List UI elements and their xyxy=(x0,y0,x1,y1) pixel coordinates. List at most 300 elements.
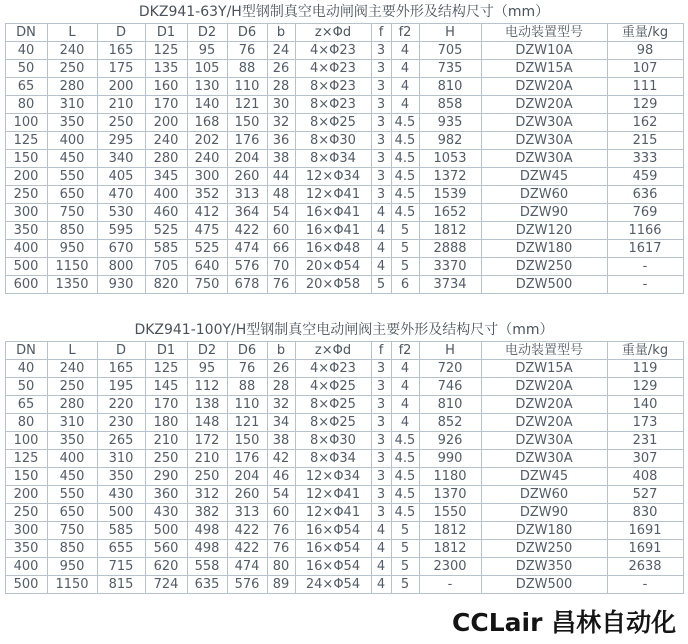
table-cell: 3 xyxy=(371,486,391,504)
table-cell: DZW10A xyxy=(481,42,607,60)
table-cell: 1372 xyxy=(419,168,481,186)
table-cell: 6 xyxy=(391,276,419,294)
table-cell: 105 xyxy=(187,60,227,78)
table-cell: 852 xyxy=(419,414,481,432)
table-cell: 430 xyxy=(97,486,145,504)
table-cell: 810 xyxy=(419,396,481,414)
table-cell: 3 xyxy=(371,96,391,114)
table-cell: 98 xyxy=(607,42,683,60)
table-cell: 107 xyxy=(607,60,683,78)
table-cell: 982 xyxy=(419,132,481,150)
table-cell: 16×Φ41 xyxy=(295,204,371,222)
table-cell: 295 xyxy=(97,132,145,150)
table-cell: 80 xyxy=(267,558,295,576)
table-cell: 12×Φ41 xyxy=(295,486,371,504)
table-cell: 350 xyxy=(5,540,47,558)
table-cell: 121 xyxy=(227,96,267,114)
table-cell: 260 xyxy=(227,168,267,186)
table-cell: 76 xyxy=(267,540,295,558)
table-cell: 635 xyxy=(187,576,227,594)
table-cell: 4×Φ23 xyxy=(295,42,371,60)
table-cell: DZW20A xyxy=(481,414,607,432)
table-cell: 125 xyxy=(145,42,187,60)
table-cell: 170 xyxy=(145,396,187,414)
table-cell: 310 xyxy=(47,96,97,114)
table-cell: 474 xyxy=(227,240,267,258)
table-cell: - xyxy=(607,276,683,294)
table-body xyxy=(5,360,683,594)
table-cell: 412 xyxy=(187,204,227,222)
table-cell: 1812 xyxy=(419,540,481,558)
table-cell: 148 xyxy=(187,414,227,432)
table-cell: 280 xyxy=(145,150,187,168)
table-row xyxy=(5,132,683,150)
table-cell: 280 xyxy=(47,396,97,414)
table-cell: 600 xyxy=(5,276,47,294)
table-cell: 170 xyxy=(145,96,187,114)
table-cell: 300 xyxy=(187,168,227,186)
table-cell: 42 xyxy=(267,450,295,468)
watermark: CCLair 昌林自动化 xyxy=(452,608,677,637)
table-cell: 28 xyxy=(267,78,295,96)
table-cell: 129 xyxy=(607,378,683,396)
table-cell: 655 xyxy=(97,540,145,558)
table-cell: DZW500 xyxy=(481,576,607,594)
table-cell: 250 xyxy=(97,114,145,132)
table-cell: DZW500 xyxy=(481,276,607,294)
table-cell: 800 xyxy=(97,258,145,276)
column-header: L xyxy=(47,24,97,42)
table-cell: 250 xyxy=(5,186,47,204)
table-cell: 3 xyxy=(371,378,391,396)
table-cell: 640 xyxy=(187,258,227,276)
table-cell: 265 xyxy=(97,432,145,450)
table-cell: 204 xyxy=(227,150,267,168)
table-cell: 810 xyxy=(419,78,481,96)
table-cell: 4 xyxy=(371,522,391,540)
table-cell: DZW60 xyxy=(481,486,607,504)
table-cell: DZW250 xyxy=(481,258,607,276)
table-cell: 360 xyxy=(145,486,187,504)
table-cell: 474 xyxy=(227,558,267,576)
table-header-row xyxy=(5,24,683,42)
table-cell: 76 xyxy=(227,42,267,60)
table-row xyxy=(5,396,683,414)
table-cell: 3 xyxy=(371,504,391,522)
table-cell: 20×Φ58 xyxy=(295,276,371,294)
table-cell: 4.5 xyxy=(391,504,419,522)
table-cell: DZW30A xyxy=(481,450,607,468)
table-cell: 8×Φ34 xyxy=(295,150,371,168)
table-cell: 100 xyxy=(5,114,47,132)
table-cell: DZW180 xyxy=(481,522,607,540)
table-cell: 12×Φ34 xyxy=(295,168,371,186)
table-row xyxy=(5,468,683,486)
table-cell: 3 xyxy=(371,150,391,168)
table-cell: 111 xyxy=(607,78,683,96)
table-cell: 200 xyxy=(97,78,145,96)
table-cell: 119 xyxy=(607,360,683,378)
table-cell: 210 xyxy=(187,450,227,468)
table-cell: DZW30A xyxy=(481,132,607,150)
table-cell: 350 xyxy=(97,468,145,486)
table-cell: 195 xyxy=(97,378,145,396)
table-cell: 333 xyxy=(607,150,683,168)
table-cell: 350 xyxy=(47,114,97,132)
table-cell: 4.5 xyxy=(391,186,419,204)
table-cell: 200 xyxy=(5,168,47,186)
table-row xyxy=(5,540,683,558)
table-cell: DZW45 xyxy=(481,468,607,486)
table-cell: 475 xyxy=(187,222,227,240)
table-row xyxy=(5,504,683,522)
table-cell: 250 xyxy=(5,504,47,522)
table-cell: 450 xyxy=(47,468,97,486)
table-cell: 138 xyxy=(187,396,227,414)
column-header: f xyxy=(371,24,391,42)
table-cell: 735 xyxy=(419,60,481,78)
table-cell: 24 xyxy=(267,42,295,60)
table-cell: 769 xyxy=(607,204,683,222)
column-header: 电动装置型号 xyxy=(481,24,607,42)
table-cell: 89 xyxy=(267,576,295,594)
table-cell: 16×Φ54 xyxy=(295,558,371,576)
table-cell: 250 xyxy=(47,60,97,78)
table-cell: 8×Φ34 xyxy=(295,450,371,468)
table-cell: 5 xyxy=(371,276,391,294)
table-cell: 1550 xyxy=(419,504,481,522)
table-cell: 382 xyxy=(187,504,227,522)
table-cell: 32 xyxy=(267,396,295,414)
table-cell: 2638 xyxy=(607,558,683,576)
table-cell: 525 xyxy=(187,240,227,258)
table-cell: 5 xyxy=(391,522,419,540)
column-header: 重量/kg xyxy=(607,24,683,42)
table-cell: 470 xyxy=(97,186,145,204)
table-cell: 4 xyxy=(371,204,391,222)
table-cell: 450 xyxy=(47,150,97,168)
table-cell: 1166 xyxy=(607,222,683,240)
table-cell: 34 xyxy=(267,414,295,432)
table-cell: 560 xyxy=(145,540,187,558)
table-cell: 54 xyxy=(267,486,295,504)
table-row xyxy=(5,558,683,576)
table-cell: 88 xyxy=(227,378,267,396)
table-cell: 290 xyxy=(145,468,187,486)
table-cell: 636 xyxy=(607,186,683,204)
table-cell: DZW350 xyxy=(481,558,607,576)
table-cell: 36 xyxy=(267,132,295,150)
table-cell: 5 xyxy=(391,576,419,594)
table-cell: 576 xyxy=(227,576,267,594)
table-cell: 145 xyxy=(145,378,187,396)
table-cell: DZW90 xyxy=(481,204,607,222)
table-cell: 95 xyxy=(187,360,227,378)
table-cell: 678 xyxy=(227,276,267,294)
table-cell: 160 xyxy=(145,78,187,96)
table-cell: DZW250 xyxy=(481,540,607,558)
table-cell: 80 xyxy=(5,414,47,432)
table-cell: 5 xyxy=(391,540,419,558)
table-title: DKZ941-63Y/H型钢制真空电动闸阀主要外形及结构尺寸（mm） xyxy=(138,4,550,20)
table-cell: 215 xyxy=(607,132,683,150)
table-cell: DZW180 xyxy=(481,240,607,258)
table-cell: 500 xyxy=(5,576,47,594)
table-cell: 724 xyxy=(145,576,187,594)
table-cell: 4 xyxy=(391,96,419,114)
table-cell: 60 xyxy=(267,504,295,522)
table-cell: 400 xyxy=(145,186,187,204)
table-row xyxy=(5,258,683,276)
table-cell: 176 xyxy=(227,450,267,468)
table-cell: 715 xyxy=(97,558,145,576)
table-cell: 32 xyxy=(267,114,295,132)
table-header-row xyxy=(5,342,683,360)
table-cell: 930 xyxy=(97,276,145,294)
table-cell: 312 xyxy=(187,486,227,504)
spec-table-dkz941-100 xyxy=(5,341,684,594)
table-cell: 4 xyxy=(371,540,391,558)
table-cell: 240 xyxy=(47,42,97,60)
table-block-dkz941-63 xyxy=(0,0,688,294)
spec-table-dkz941-63 xyxy=(5,23,684,294)
table-cell: 310 xyxy=(47,414,97,432)
table-cell: 5 xyxy=(391,258,419,276)
table-cell: 1617 xyxy=(607,240,683,258)
table-cell: 150 xyxy=(227,114,267,132)
table-cell: 4 xyxy=(371,576,391,594)
table-cell: 1691 xyxy=(607,540,683,558)
table-cell: 202 xyxy=(187,132,227,150)
table-cell: 1053 xyxy=(419,150,481,168)
table-cell: 200 xyxy=(5,486,47,504)
table-row xyxy=(5,168,683,186)
table-cell: 4 xyxy=(371,240,391,258)
table-cell: 310 xyxy=(97,450,145,468)
column-header: f2 xyxy=(391,24,419,42)
table-cell: 38 xyxy=(267,150,295,168)
table-cell: 16×Φ54 xyxy=(295,522,371,540)
table-row xyxy=(5,114,683,132)
table-cell: 576 xyxy=(227,258,267,276)
table-cell: 1370 xyxy=(419,486,481,504)
table-cell: 4 xyxy=(391,78,419,96)
table-title: DKZ941-100Y/H型钢制真空电动闸阀主要外形及结构尺寸（mm） xyxy=(134,322,554,338)
table-cell: 4.5 xyxy=(391,450,419,468)
table-cell: 125 xyxy=(5,450,47,468)
table-cell: 125 xyxy=(5,132,47,150)
table-cell: 345 xyxy=(145,168,187,186)
table-cell: 585 xyxy=(97,522,145,540)
table-cell: 858 xyxy=(419,96,481,114)
header-row xyxy=(5,24,683,42)
table-cell: 3 xyxy=(371,114,391,132)
table-cell: 850 xyxy=(47,222,97,240)
table-cell: 66 xyxy=(267,240,295,258)
table-row xyxy=(5,276,683,294)
table-row xyxy=(5,522,683,540)
table-cell: 4×Φ23 xyxy=(295,360,371,378)
column-header: b xyxy=(267,24,295,42)
table-cell: 173 xyxy=(607,414,683,432)
table-cell: 4 xyxy=(371,222,391,240)
table-cell: 4×Φ23 xyxy=(295,60,371,78)
table-cell: 3 xyxy=(371,132,391,150)
column-header: D6 xyxy=(227,342,267,360)
table-row xyxy=(5,450,683,468)
table-cell: 3 xyxy=(371,60,391,78)
table-row xyxy=(5,96,683,114)
table-cell: 4 xyxy=(391,60,419,78)
table-cell: 3734 xyxy=(419,276,481,294)
table-cell: 3 xyxy=(371,414,391,432)
table-cell: 3 xyxy=(371,468,391,486)
table-cell: 150 xyxy=(227,432,267,450)
table-cell: 76 xyxy=(267,276,295,294)
table-row xyxy=(5,576,683,594)
table-cell: 935 xyxy=(419,114,481,132)
table-row xyxy=(5,240,683,258)
table-cell: DZW30A xyxy=(481,432,607,450)
column-header: L xyxy=(47,342,97,360)
table-cell: 1350 xyxy=(47,276,97,294)
table-cell: 3 xyxy=(371,168,391,186)
table-cell: 172 xyxy=(187,432,227,450)
table-cell: 8×Φ30 xyxy=(295,432,371,450)
table-cell: 3370 xyxy=(419,258,481,276)
table-cell: DZW30A xyxy=(481,150,607,168)
table-cell: 746 xyxy=(419,378,481,396)
table-cell: 1150 xyxy=(47,576,97,594)
table-cell: 70 xyxy=(267,258,295,276)
table-cell: 926 xyxy=(419,432,481,450)
table-row xyxy=(5,186,683,204)
table-cell: 175 xyxy=(97,60,145,78)
table-cell: 4.5 xyxy=(391,204,419,222)
column-header: H xyxy=(419,24,481,42)
table-cell: - xyxy=(607,258,683,276)
table-cell: 200 xyxy=(145,114,187,132)
table-cell: 720 xyxy=(419,360,481,378)
table-cell: 4.5 xyxy=(391,168,419,186)
table-cell: 820 xyxy=(145,276,187,294)
table-cell: 1812 xyxy=(419,522,481,540)
table-cell: 140 xyxy=(607,396,683,414)
column-header: D2 xyxy=(187,342,227,360)
table-row xyxy=(5,78,683,96)
table-cell: 595 xyxy=(97,222,145,240)
table-cell: 260 xyxy=(227,486,267,504)
table-cell: 1539 xyxy=(419,186,481,204)
table-cell: 60 xyxy=(267,222,295,240)
table-cell: 3 xyxy=(371,78,391,96)
table-cell: 750 xyxy=(187,276,227,294)
table-cell: 165 xyxy=(97,42,145,60)
table-cell: 422 xyxy=(227,522,267,540)
table-body xyxy=(5,42,683,294)
table-cell: 313 xyxy=(227,504,267,522)
table-cell: 4.5 xyxy=(391,150,419,168)
table-cell: 750 xyxy=(47,204,97,222)
table-cell: 65 xyxy=(5,78,47,96)
table-cell: 3 xyxy=(371,450,391,468)
table-cell: 4.5 xyxy=(391,486,419,504)
table-cell: 1812 xyxy=(419,222,481,240)
table-cell: 38 xyxy=(267,432,295,450)
table-cell: 1150 xyxy=(47,258,97,276)
table-cell: 527 xyxy=(607,486,683,504)
table-cell: 530 xyxy=(97,204,145,222)
table-cell: 130 xyxy=(187,78,227,96)
table-cell: 95 xyxy=(187,42,227,60)
table-cell: 352 xyxy=(187,186,227,204)
column-header: f xyxy=(371,342,391,360)
table-cell: DZW20A xyxy=(481,396,607,414)
table-cell: 422 xyxy=(227,540,267,558)
column-header: 电动装置型号 xyxy=(481,342,607,360)
table-cell: 110 xyxy=(227,78,267,96)
table-cell: 176 xyxy=(227,132,267,150)
table-cell: 80 xyxy=(5,96,47,114)
table-cell: 400 xyxy=(5,558,47,576)
column-header: D xyxy=(97,24,145,42)
table-cell: 558 xyxy=(187,558,227,576)
table-cell: 4 xyxy=(391,378,419,396)
table-cell: 950 xyxy=(47,558,97,576)
table-cell: 4 xyxy=(391,42,419,60)
table-cell: 54 xyxy=(267,204,295,222)
table-cell: 230 xyxy=(97,414,145,432)
table-cell: 180 xyxy=(145,414,187,432)
table-cell: 408 xyxy=(607,468,683,486)
table-cell: 26 xyxy=(267,360,295,378)
table-cell: 4 xyxy=(391,396,419,414)
table-cell: 210 xyxy=(145,432,187,450)
column-header: b xyxy=(267,342,295,360)
table-cell: 400 xyxy=(47,450,97,468)
table-cell: 135 xyxy=(145,60,187,78)
table-cell: DZW15A xyxy=(481,360,607,378)
table-cell: DZW120 xyxy=(481,222,607,240)
table-cell: 88 xyxy=(227,60,267,78)
table-row xyxy=(5,432,683,450)
table-cell: 30 xyxy=(267,96,295,114)
table-cell: 16×Φ48 xyxy=(295,240,371,258)
table-cell: 4 xyxy=(391,360,419,378)
table-cell: 140 xyxy=(187,96,227,114)
table-cell: 129 xyxy=(607,96,683,114)
table-cell: 750 xyxy=(47,522,97,540)
table-cell: 705 xyxy=(145,258,187,276)
table-cell: 8×Φ25 xyxy=(295,114,371,132)
table-cell: 26 xyxy=(267,60,295,78)
table-block-dkz941-100 xyxy=(0,318,688,594)
table-cell: 165 xyxy=(97,360,145,378)
column-header: D2 xyxy=(187,24,227,42)
column-header: f2 xyxy=(391,342,419,360)
table-cell: 400 xyxy=(5,240,47,258)
table-cell: 110 xyxy=(227,396,267,414)
table-cell: 24×Φ54 xyxy=(295,576,371,594)
table-cell: 3 xyxy=(371,432,391,450)
table-cell: 168 xyxy=(187,114,227,132)
table-cell: 830 xyxy=(607,504,683,522)
column-header: D1 xyxy=(145,342,187,360)
column-header: z×Φd xyxy=(295,342,371,360)
table-cell: 460 xyxy=(145,204,187,222)
table-cell: 4×Φ25 xyxy=(295,378,371,396)
table-cell: 48 xyxy=(267,186,295,204)
